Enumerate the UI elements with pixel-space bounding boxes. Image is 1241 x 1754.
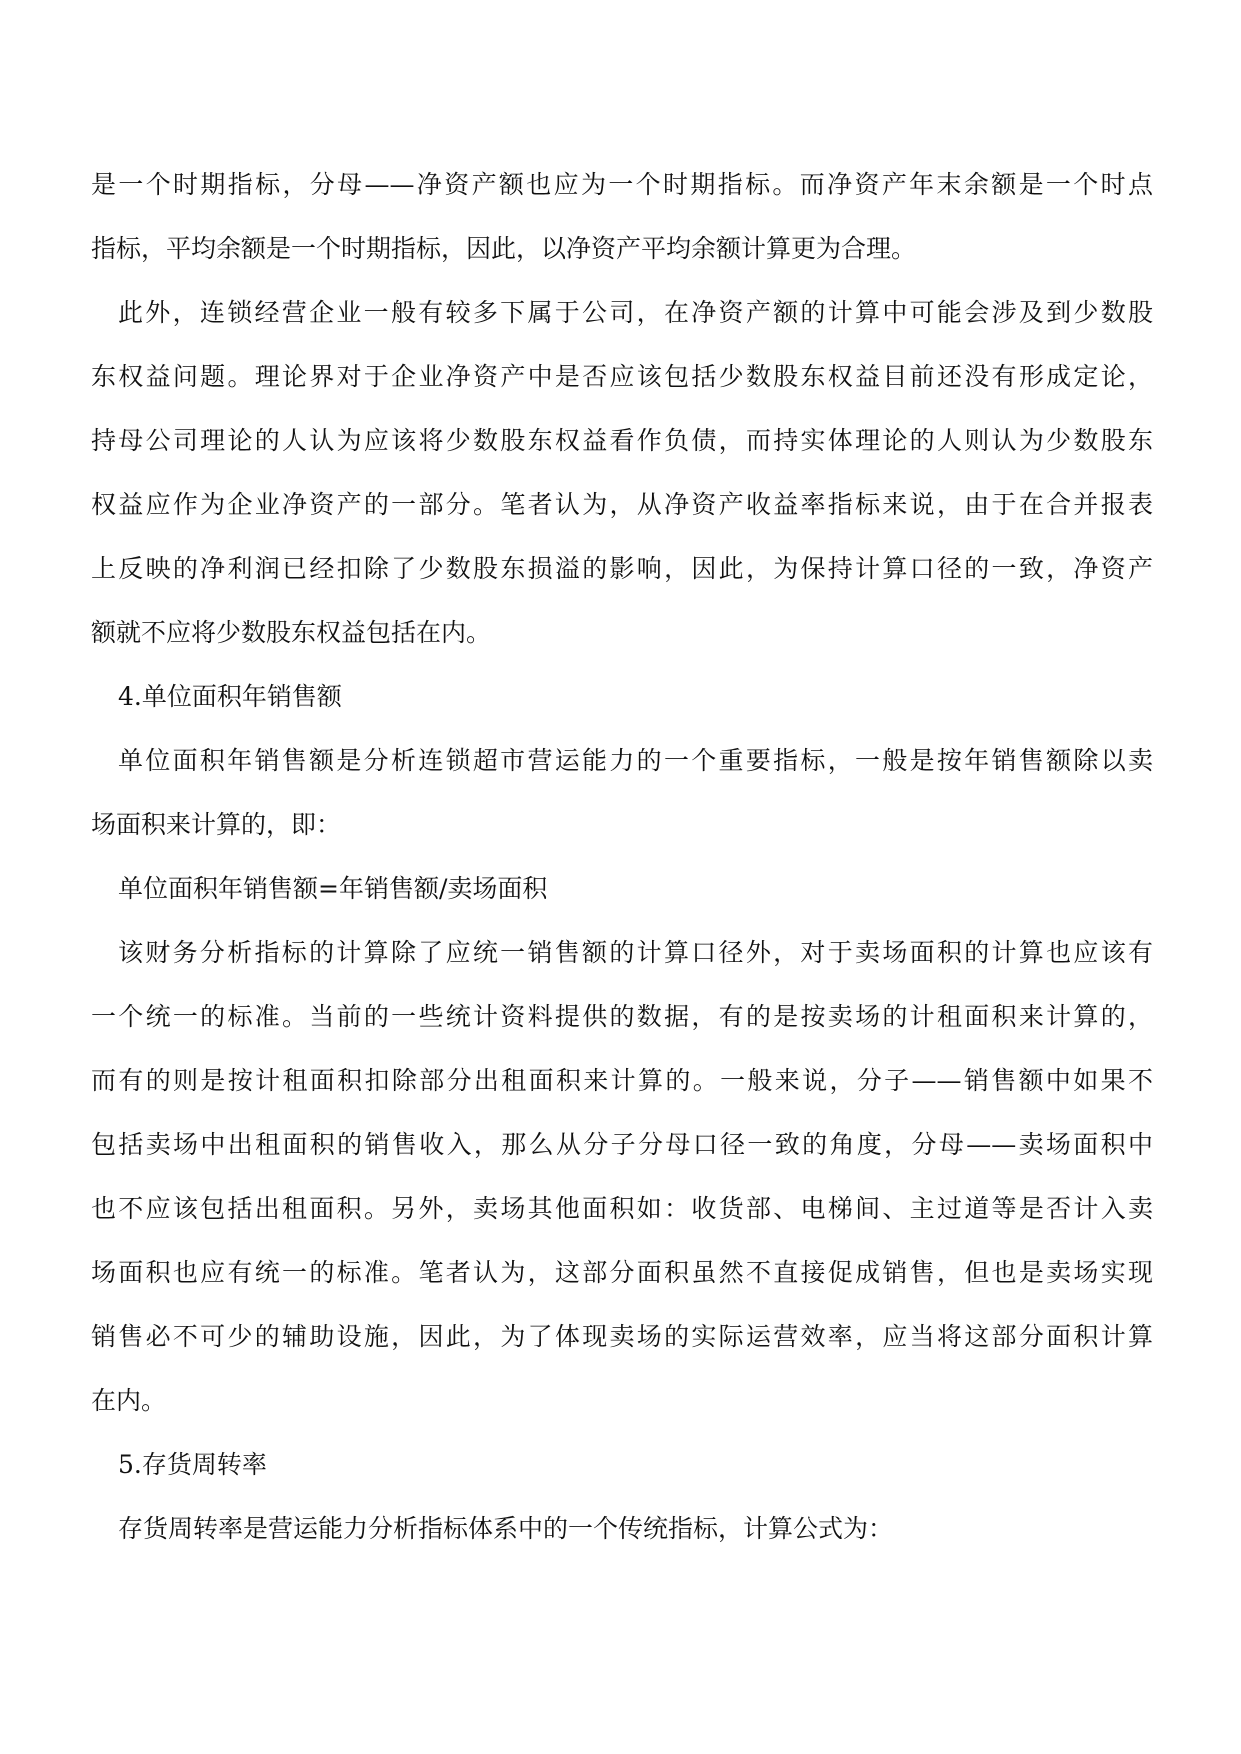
paragraph-line: 包括卖场中出租面积的销售收入，那么从分子分母口径一致的角度，分母——卖场面积中 [91, 1130, 1153, 1159]
paragraph-line: 该财务分析指标的计算除了应统一销售额的计算口径外，对于卖场面积的计算也应该有 [118, 938, 1153, 967]
paragraph-line: 也不应该包括出租面积。另外，卖场其他面积如：收货部、电梯间、主过道等是否计入卖 [91, 1194, 1153, 1223]
paragraph-line: 场面积也应有统一的标准。笔者认为，这部分面积虽然不直接促成销售，但也是卖场实现 [91, 1258, 1153, 1287]
paragraph-line: 额就不应将少数股东权益包括在内。 [91, 618, 492, 647]
section-heading: 4.单位面积年销售额 [118, 682, 342, 711]
paragraph-line: 场面积来计算的，即： [91, 810, 342, 839]
paragraph-line: 一个统一的标准。当前的一些统计资料提供的数据，有的是按卖场的计租面积来计算的， [91, 1002, 1153, 1031]
formula-line: 单位面积年销售额=年销售额/卖场面积 [118, 874, 548, 903]
paragraph-line: 持母公司理论的人认为应该将少数股东权益看作负债，而持实体理论的人则认为少数股东 [91, 426, 1153, 455]
paragraph-line: 东权益问题。理论界对于企业净资产中是否应该包括少数股东权益目前还没有形成定论， [91, 362, 1153, 391]
paragraph-line: 在内。 [91, 1386, 167, 1415]
paragraph-line: 销售必不可少的辅助设施，因此，为了体现卖场的实际运营效率，应当将这部分面积计算 [91, 1322, 1153, 1351]
paragraph-line: 指标，平均余额是一个时期指标，因此，以净资产平均余额计算更为合理。 [91, 234, 917, 263]
paragraph-line: 单位面积年销售额是分析连锁超市营运能力的一个重要指标，一般是按年销售额除以卖 [118, 746, 1153, 775]
paragraph-line: 存货周转率是营运能力分析指标体系中的一个传统指标，计算公式为： [118, 1514, 894, 1543]
paragraph-line: 此外，连锁经营企业一般有较多下属于公司，在净资产额的计算中可能会涉及到少数股 [118, 298, 1153, 327]
paragraph-line: 而有的则是按计租面积扣除部分出租面积来计算的。一般来说，分子——销售额中如果不 [91, 1066, 1153, 1095]
paragraph-line: 上反映的净利润已经扣除了少数股东损溢的影响，因此，为保持计算口径的一致，净资产 [91, 554, 1153, 583]
paragraph-line: 是一个时期指标，分母——净资产额也应为一个时期指标。而净资产年末余额是一个时点 [91, 170, 1153, 199]
section-heading: 5.存货周转率 [118, 1450, 267, 1479]
paragraph-line: 权益应作为企业净资产的一部分。笔者认为，从净资产收益率指标来说，由于在合并报表 [91, 490, 1153, 519]
